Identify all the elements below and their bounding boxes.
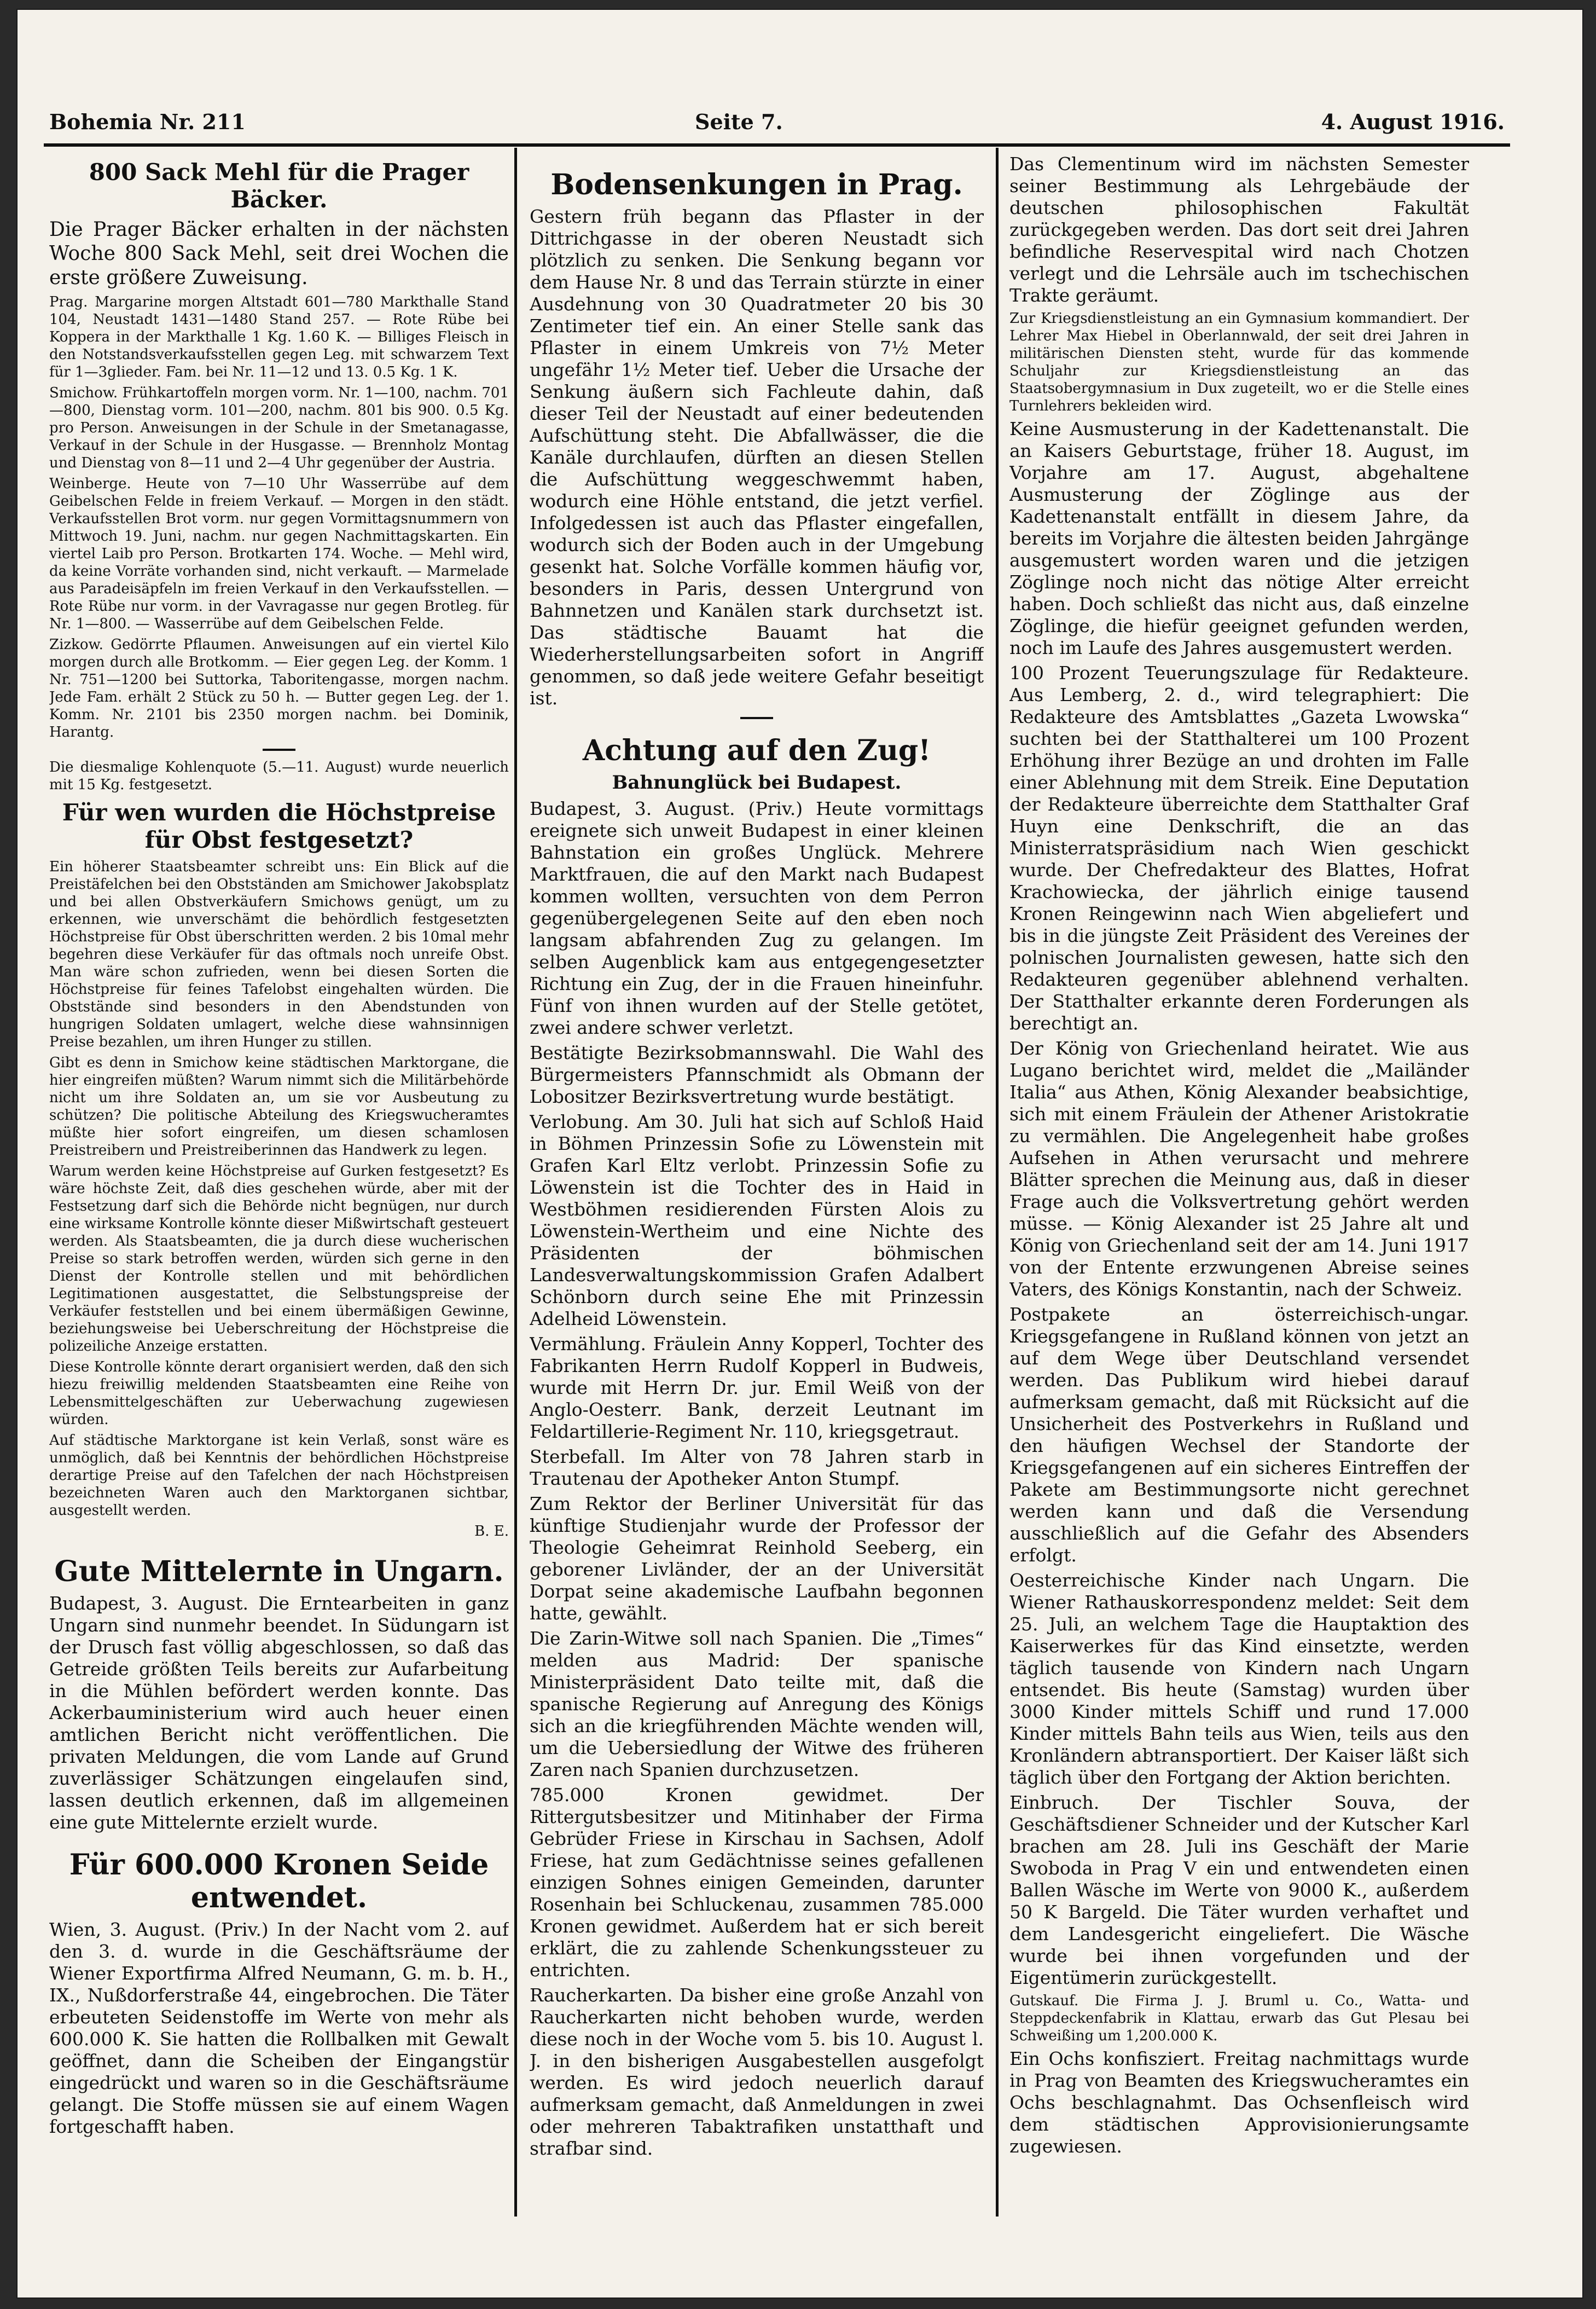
item-zarin: Die Zarin-Witwe soll nach Spanien. Die „Times“ melden aus Madrid: Der spanische Ministerpräsident Dato teilte mit, daß die spanische Regierung auf Anregung des Königs sich an die kriegführenden Mächte wenden will, um die Uebersiedlung der Witwe des früheren Zaren nach Spanien durchzusetzen. xyxy=(530,1628,984,1780)
item-sterbefall: Sterbefall. Im Alter von 78 Jahren starb in Trautenau der Apotheker Anton Stumpf. xyxy=(530,1446,984,1489)
item-vermaehlung: Vermählung. Fräulein Anny Kopperl, Tochter des Fabrikanten Herrn Rudolf Kopperl in Budweis, wurde mit Herrn Dr. jur. Emil Weiß von der Anglo-Oesterr. Bank, derzeit Leutnant im Feldartillerie-Regiment Nr. 110, kriegsgetraut. xyxy=(530,1333,984,1442)
notice-prag: Prag. Margarine morgen Altstadt 601—780 Markthalle Stand 104, Neustadt 1431—1480 Stand 257. — Rote Rübe bei Koppera in der Markthalle 1 Kg. 1.60 K. — Billiges Fleisch in den Notstandsverkaufsstellen gegen Leg. mit schwarzem Text für 1—3glieder. Fam. bei Nr. 11—12 und 13. 0.5 Kg. 1 K. xyxy=(49,294,509,380)
column-1 xyxy=(49,153,509,2211)
column-3 xyxy=(1009,153,1469,2211)
article-title-subsidence: Bodensenkungen in Prag. xyxy=(550,168,963,201)
notice-zizkow: Zizkow. Gedörrte Pflaumen. Anweisungen auf ein viertel Kilo morgen durch alle Brotkomm. — Eier gegen Leg. der Komm. 1 Nr. 751—1200 bei Suttorka, Taboritengasse, morgen nachm. Jede Fam. erhält 2 Stück zu 50 h. — Butter gegen Leg. der 1. Komm. Nr. 2101 bis 2350 morgen nachm. bei Dominik, Harantg. xyxy=(49,636,509,740)
column-rule-2 xyxy=(996,148,999,2217)
article-title-train: Achtung auf den Zug! xyxy=(582,734,931,767)
article-body-harvest: Budapest, 3. August. Die Erntearbeiten in ganz Ungarn sind nunmehr beendet. In Südungarn ist der Drusch fast völlig abgeschlossen, so daß das Getreide größten Teils bereits zur Aufarbeitung in die Mühlen befördert werden konnte. Das Ackerbauministerium wird auch heuer einen amtlichen Bericht nicht veröffentlichen. Die privaten Meldungen, die vom Lande auf Grund zuverlässiger Schätzungen eingelaufen sind, lassen deutlich erkennen, daß im allgemeinen eine gute Mittelernte erzielt wurde. xyxy=(49,1593,509,1833)
item-rektor: Zum Rektor der Berliner Universität für das künftige Studienjahr wurde der Professor der Theologie Geheimrat Reinhold Seeberg, ein geborener Livländer, der an der Universität Dorpat seine akademische Laufbahn begonnen hatte, gewählt. xyxy=(530,1493,984,1624)
separator xyxy=(740,717,773,719)
header-paper-name: Bohemia Nr. 211 xyxy=(49,109,246,134)
item-clementinum: Das Clementinum wird im nächsten Semester seiner Bestimmung als Lehrgebäude der deutschen philosophischen Fakultät zurückgegeben werden. Das dort seit drei Jahren befindliche Reservespital wird nach Chotzen verlegt und die Lehrsäle auch im tschechischen Trakte geräumt. xyxy=(1009,153,1469,306)
article-title-prices: Für wen wurden die Höchstpreise für Obst festgesetzt? xyxy=(62,799,496,853)
header-page-number: Seite 7. xyxy=(695,109,783,134)
article-title-harvest: Gute Mittelernte in Ungarn. xyxy=(54,1555,504,1588)
item-ochs: Ein Ochs konfisziert. Freitag nachmittags wurde in Prag von Beamten des Kriegswucheramtes ein Ochs beschlagnahmt. Das Ochsenfleisch wird dem städtischen Approvisionierungsamte zugewiesen. xyxy=(1009,2048,1469,2157)
item-einbruch: Einbruch. Der Tischler Souva, der Geschäftsdiener Schneider und der Kutscher Karl brachen am 28. Juli ins Geschäft der Marie Swoboda in Prag V ein und entwendeten einen Ballen Wäsche im Werte von 9000 K., außerdem 50 K Bargeld. Die Täter wurden verhaftet und dem Landesgericht eingeliefert. Die Wäsche wurde bei ihnen vorgefunden und der Eigentümerin zurückgestellt. xyxy=(1009,1792,1469,1988)
item-gewidmet: 785.000 Kronen gewidmet. Der Rittergutsbesitzer und Mitinhaber der Firma Gebrüder Friese in Kirschau in Sachsen, Adolf Friese, hat zum Gedächtnisse seines gefallenen einzigen Sohnes einigen Gemeinden, darunter Rosenhain bei Schluckenau, zusammen 785.000 Kronen gewidmet. Außerdem hat er sich bereit erklärt, die zu zahlende Schenkungssteuer zu entrichten. xyxy=(530,1784,984,1981)
notice-smichow: Smichow. Frühkartoffeln morgen vorm. Nr. 1—100, nachm. 701—800, Dienstag vorm. 101—200, nachm. 801 bis 900. 0.5 Kg. pro Person. Anweisungen in der Schule in der Smetanagasse, Verkauf in der Schule in der Husgasse. — Brennholz Montag und Dienstag von 8—11 und 2—4 Uhr gegenüber der Austria. xyxy=(49,385,509,471)
article-prices-p5: Auf städtische Marktorgane ist kein Verlaß, sonst wäre es unmöglich, daß bei Kenntnis der behördlichen Höchstpreise derartige Preise auf den Tafelchen der nach Höchstpreisen bezeichneten Waren auch den Marktorganen sichtbar, ausgestellt werden. xyxy=(49,1432,509,1519)
item-raucherkarten: Raucherkarten. Da bisher eine große Anzahl von Raucherkarten nicht behoben wurde, werden diese noch in der Woche vom 5. bis 10. August l. J. in den bisherigen Ausgabestellen ausgefolgt werden. Es wird jedoch neuerlich darauf aufmerksam gemacht, daß Anmeldungen in zwei oder mehreren Tabaktrafiken unstatthaft und strafbar sind. xyxy=(530,1984,984,2159)
article-body-flour: Die Prager Bäcker erhalten in der nächsten Woche 800 Sack Mehl, seit drei Wochen die erste größere Zuweisung. xyxy=(49,218,509,289)
item-verlobung: Verlobung. Am 30. Juli hat sich auf Schloß Haid in Böhmen Prinzessin Sofie zu Löwenstein mit Grafen Karl Eltz verlobt. Prinzessin Sofie zu Löwenstein ist die Tochter des in Haid in Westböhmen residierenden Fürsten Alois zu Löwenstein-Wertheim und eine Nichte des Präsidenten der böhmischen Landesverwaltungskommission Grafen Adalbert Schönborn durch seine Ehe mit Prinzessin Adelheid Löwenstein. xyxy=(530,1111,984,1329)
article-body-train: Budapest, 3. August. (Priv.) Heute vormittags ereignete sich unweit Budapest in einer kleinen Bahnstation ein großes Unglück. Mehrere Marktfrauen, die auf den Markt nach Budapest kommen wollten, versuchten von dem Perron gegenübergelegenen Seite auf den eben noch langsam abfahrenden Zug zu gelangen. Im selben Augenblick kam aus entgegengesetzter Richtung ein Zug, der in die Frauen hineinfuhr. Fünf von ihnen wurden auf der Stelle getötet, zwei andere schwer verletzt. xyxy=(530,798,984,1038)
column-rule-1 xyxy=(514,148,517,2217)
item-gymnasium: Zur Kriegsdienstleistung an ein Gymnasium kommandiert. Der Lehrer Max Hiebel in Oberlannwald, der seit drei Jahren in militärischen Diensten steht, wurde für das kommende Schuljahr zur Kriegsdienstleistung an das Staatsobergymnasium in Dux zugeteilt, wo er die Stelle eines Turnlehrers bekleiden wird. xyxy=(1009,310,1469,414)
item-postpakete: Postpakete an österreichisch-ungar. Kriegsgefangene in Rußland können von jetzt an auf dem Wege über Deutschland versendet werden. Das Publikum wird hiebei darauf aufmerksam gemacht, daß mit Rücksicht auf die Unsicherheit des Postverkehrs in Rußland und den häufigen Wechsel der Standorte der Kriegsgefangenen auf ein sicheres Eintreffen der Pakete am Bestimmungsorte nicht gerechnet werden kann und daß die Versendung ausschließlich auf die Gefahr des Absenders erfolgt. xyxy=(1009,1304,1469,1566)
article-title-flour: 800 Sack Mehl für die Prager Bäcker. xyxy=(89,159,469,213)
article-signature: B. E. xyxy=(474,1523,509,1540)
item-kadettenanstalt: Keine Ausmusterung in der Kadettenanstalt. Die an Kaisers Geburtstage, früher 18. August, im Vorjahre am 17. August, abgehaltene Ausmusterung der Zöglinge aus der Kadettenanstalt entfällt in diesem Jahre, da bereits im Vorjahre die ältesten beiden Jahrgänge ausgemustert worden waren und die jetzigen Zöglinge noch nicht das nötige Alter erreicht haben. Doch schließt das nicht aus, daß einzelne Zöglinge, die hiefür geeignet gefunden werden, noch im Laufe des Jahres ausgemustert werden. xyxy=(1009,418,1469,658)
article-title-silk: Für 600.000 Kronen Seide entwendet. xyxy=(69,1848,489,1914)
item-gutskauf: Gutskauf. Die Firma J. J. Bruml u. Co., Watta- und Steppdeckenfabrik in Klattau, erwarb das Gut Plesau bei Schweißing um 1,200.000 K. xyxy=(1009,1993,1469,2044)
header-rule xyxy=(44,143,1510,147)
article-body-silk: Wien, 3. August. (Priv.) In der Nacht vom 2. auf den 3. d. wurde in die Geschäftsräume der Wiener Exportfirma Alfred Neumann, G. m. b. H., IX., Nußdorferstraße 44, eingebrochen. Die Täter erbeuteten Seidenstoffe im Werte von mehr als 600.000 K. Sie hatten die Rollbalken mit Gewalt geöffnet, dann die Scheiben der Eingangstür eingedrückt und waren so in die Geschäftsräume gelangt. Die Stoffe müssen sie auf einem Wagen fortgeschafft haben. xyxy=(49,1919,509,2137)
article-prices-p1: Ein höherer Staatsbeamter schreibt uns: Ein Blick auf die Preistäfelchen bei den Obstständen am Smichower Jakobsplatz und bei allen Obstverkäufern Smichows genügt, um zu erkennen, wie unverschämt die behördlich festgesetzten Höchstpreise für Obst überschritten werden. 2 bis 10mal mehr begehren diese Verkäufer für das oftmals noch unreife Obst. Man wäre schon zufrieden, wenn bei diesen Sorten die Höchstpreise für feines Tafelobst eingehalten würden. Die Obststände sind besonders in den Abendstunden von hungrigen Soldaten umlagert, welche diese wahnsinnigen Preise bezahlen, um ihren Hunger zu stillen. xyxy=(49,859,509,1050)
item-kinder-ungarn: Oesterreichische Kinder nach Ungarn. Die Wiener Rathauskorrespondenz meldet: Seit dem 25. Juli, an welchem Tage die Hauptaktion des Kaiserwerkes für das Kind einsetzte, werden täglich tausende von Kindern nach Ungarn entsendet. Bis heute (Samstag) wurden über 3000 Kinder mittels Schiff und rund 17.000 Kinder mittels Bahn teils aus Wien, teils aus den Kronländern abtransportiert. Der Kaiser läßt sich täglich über den Fortgang der Aktion berichten. xyxy=(1009,1570,1469,1788)
item-redakteure: 100 Prozent Teuerungszulage für Redakteure. Aus Lemberg, 2. d., wird telegraphiert: Die Redakteure des Amtsblattes „Gazeta Lwowska“ suchten bei der Statthalterei um 100 Prozent Erhöhung ihrer Bezüge an und drohten im Falle einer Ablehnung mit dem Streik. Eine Deputation der Redakteure überreichte dem Statthalter Graf Huyn eine Denkschrift, die an das Ministerratspräsidium nach Wien geschickt wurde. Der Chefredakteur des Blattes, Hofrat Krachowiecka, der jährlich einige tausend Kronen Reingewinn nach Wien abgeliefert und bis in die jüngste Zeit Präsident des Vereines der polnischen Journalisten gewesen, hatte sich den Redakteuren gegenüber ablehnend verhalten. Der Statthalter erkannte deren Forderungen als berechtigt an. xyxy=(1009,662,1469,1034)
separator xyxy=(263,749,295,751)
article-prices-p3: Warum werden keine Höchstpreise auf Gurken festgesetzt? Es wäre höchste Zeit, daß dies geschehen würde, aber mit der Festsetzung darf sich die Behörde nicht begnügen, nur durch eine wirksame Kontrolle könnte dieser Mißwirtschaft gesteuert werden. Als Staatsbeamten, die ja durch diese wucherischen Preise so stark betroffen werden, würden sich gerne in den Dienst der Kontrolle stellen und mit behördlichen Legitimationen ausgestattet, die Selbstungspreise der Verkäufer feststellen und bei einem übermäßigen Gewinne, beziehungsweise bei Ueberschreitung der Höchstpreise die polizeiliche Anzeige erstatten. xyxy=(49,1163,509,1355)
article-body-subsidence: Gestern früh begann das Pflaster in der Dittrichgasse in der oberen Neustadt sich plötzlich zu senken. Die Senkung begann vor dem Hause Nr. 8 und das Terrain stürzte in einer Ausdehnung von 30 Quadratmeter 20 bis 30 Zentimeter tief ein. An einer Stelle sank das Pflaster in einem Umkreis von 7½ Meter ungefähr 1½ Meter tief. Ueber die Ursache der Senkung äußern sich Fachleute dahin, daß dieser Teil der Neustadt auf einer bedeutenden Aufschüttung steht. Die Abfallwässer, die die Kanäle durchlaufen, dürften an diesen Stellen die Aufschüttung weggeschwemmt haben, wodurch eine Höhle entstand, die jetzt verfiel. Infolgedessen ist auch das Pflaster eingefallen, wodurch sich der Boden auch in der Umgebung gesenkt hat. Solche Vorfälle kommen häufig vor, besonders in Paris, dessen Untergrund von Bahnnetzen und Kanälen stark durchsetzt ist. Das städtische Bauamt hat die Wiederherstellungsarbeiten sofort in Angriff genommen, so daß jede weitere Gefahr beseitigt ist. xyxy=(530,206,984,709)
page-header xyxy=(49,104,1505,142)
notice-coal: Die diesmalige Kohlenquote (5.—11. August) wurde neuerlich mit 15 Kg. festgesetzt. xyxy=(49,759,509,793)
item-bezirksobmann: Bestätigte Bezirksobmannswahl. Die Wahl des Bürgermeisters Pfannschmidt als Obmann der Lobositzer Bezirksvertretung wurde bestätigt. xyxy=(530,1042,984,1107)
article-subtitle-train: Bahnunglück bei Budapest. xyxy=(612,772,902,794)
article-prices-p2: Gibt es denn in Smichow keine städtischen Marktorgane, die hier eingreifen müßten? Warum nimmt sich die Militärbehörde nicht um ihre Soldaten an, um sie vor Ausbeutung zu schützen? Die politische Abteilung des Kriegswucheramtes müßte hier sofort eingreifen, um diesen schamlosen Preistreibern und Preistreiberinnen das Handwerk zu legen. xyxy=(49,1055,509,1159)
notice-weinberge: Weinberge. Heute von 7—10 Uhr Wasserrübe auf dem Geibelschen Felde in freiem Verkauf. — Morgen in den städt. Verkaufsstellen Brot vorm. nur gegen Vormittagsnummern von Mittwoch 19. Juni, nachm. nur gegen Nachmittagskarten. Ein viertel Laib pro Person. Brotkarten 174. Woche. — Mehl wird, da keine Vorräte vorhanden sind, nicht verkauft. — Marmelade aus Paradeisäpfeln im freien Verkauf in den Verkaufsstellen. — Rote Rübe nur vorm. in der Vavragasse nur gegen Brotleg. für Nr. 1—800. — Wasserrübe auf dem Geibelschen Felde. xyxy=(49,476,509,632)
article-prices-p4: Diese Kontrolle könnte derart organisiert werden, daß den sich hiezu freiwillig meldenden Staatsbeamten eine Reihe von Lebensmittelgeschäften zur Ueberwachung zugewiesen würden. xyxy=(49,1359,509,1428)
column-2 xyxy=(530,153,984,2211)
item-koenig-griechenland: Der König von Griechenland heiratet. Wie aus Lugano berichtet wird, meldet die „Mailänder Italia“ aus Athen, König Alexander beabsichtige, sich mit einem Fräulein der Athener Aristokratie zu vermählen. Die Angelegenheit habe großes Aufsehen in Athen verursacht und mehrere Blätter sprechen die Meinung aus, daß in dieser Frage auch die Volksvertretung gehört werden müsse. — König Alexander ist 25 Jahre alt und König von Griechenland seit der am 14. Juni 1917 von der Entente erzwungenen Abreise seines Vaters, des Königs Konstantin, nach der Schweiz. xyxy=(1009,1038,1469,1300)
header-date: 4. August 1916. xyxy=(1321,109,1505,134)
